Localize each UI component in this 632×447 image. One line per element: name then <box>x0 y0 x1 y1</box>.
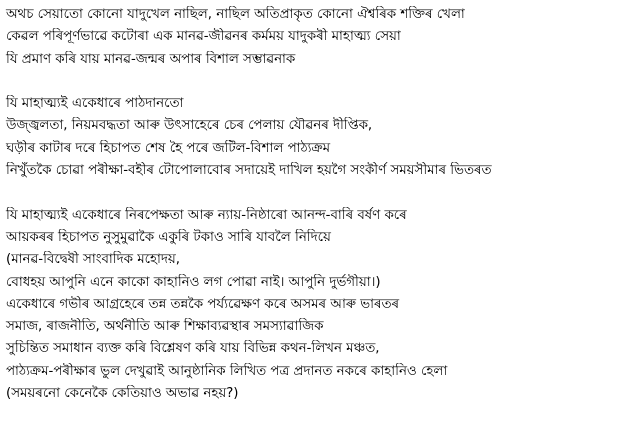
stanza-gap <box>6 182 628 204</box>
poem-line: সমাজ, ৰাজনীতি, অৰ্থনীতি আৰু শিক্ষাব্যৱস্থাৰ সমস্যাৱাজিক <box>6 319 324 335</box>
poem-line: একেধাৰে গভীৰ আগ্ৰহেৰে তন্ন তন্নকৈ পৰ্য্যৱেক্ষণ কৰে অসমৰ আৰু ভাৰতৰ <box>6 296 400 312</box>
poem-line: বোধহয় আপুনি এনে কাকো কাহানিও লগ পোৱা নাই। আপুনি দুৰ্ভগীয়া।) <box>6 274 381 290</box>
poem-line: কেৱল পৰিপূৰ্ণভাৱে কটোৰা এক মানৱ-জীৱনৰ কৰ্মময় যাদুকৰী মাহাত্ম্য সেয়া <box>6 29 401 45</box>
poem-line: নিখুঁতকৈ চোৱা পৰীক্ষা-বহীৰ টোপোলাবোৰ সদায়েই দাখিল হয়গৈ সংকীৰ্ণ সময়সীমাৰ ভিতৰত <box>6 163 492 179</box>
poem-line: অথচ সেয়াতো কোনো যাদুখেল নাছিল, নাছিল অতিপ্ৰাকৃত কোনো ঐশ্বৰিক শক্তিৰ খেলা <box>6 7 465 22</box>
poem-text <box>6 4 628 405</box>
poem-line: যি মাহাত্ম্যই একেধাৰে পাঠদানতো <box>6 96 184 112</box>
stanza-1 <box>6 4 628 71</box>
poem-line: সুচিন্তিত সমাধান ব্যক্ত কৰি বিশ্লেষণ কৰি যায় বিভিন্ন কথন-লিখন মঞ্চত, <box>6 341 380 357</box>
poem-line: পাঠ্যক্ৰম-পৰীক্ষাৰ ভুল দেখুৱাই আনুষ্ঠানিক লিখিত পত্ৰ প্ৰদানত নকৰে কাহানিও হেলা <box>6 363 448 379</box>
stanza-gap <box>6 71 628 93</box>
poem-line: ঘড়ীৰ কাটাৰ দৰে হিচাপত শেষ হৈ পৰে জটিল-বিশাল পাঠ্যক্ৰম <box>6 140 331 156</box>
poem-line: যি মাহাত্ম্যই একেধাৰে নিৰপেক্ষতা আৰু ন্যায়-নিষ্ঠাৰো আনন্দ-বাৰি বৰ্ষণ কৰে <box>6 207 407 223</box>
poem-line: যি প্ৰমাণ কৰি যায় মানৱ-জন্মৰ অপাৰ বিশাল সম্ভাৱনাক <box>6 51 296 67</box>
stanza-3 <box>6 205 628 406</box>
stanza-2 <box>6 93 628 182</box>
poem-line: (মানৱ-বিদ্বেষী সাংবাদিক মহোদয়, <box>6 252 180 268</box>
poem-line: আয়কৰৰ হিচাপত নুসুমুৱাকৈ একুৰি টকাও সাৰি যাবলৈ নিদিয়ে <box>6 229 331 245</box>
poem-line: (সময়ৰনো কেনেকৈ কেতিয়াও অভাৱ নহয়?) <box>6 386 239 402</box>
poem-line: উজ্জ্বলতা, নিয়মবদ্ধতা আৰু উৎসাহেৰে চেৰ পেলায় যৌৱনৰ দীপ্তিক, <box>6 118 373 134</box>
